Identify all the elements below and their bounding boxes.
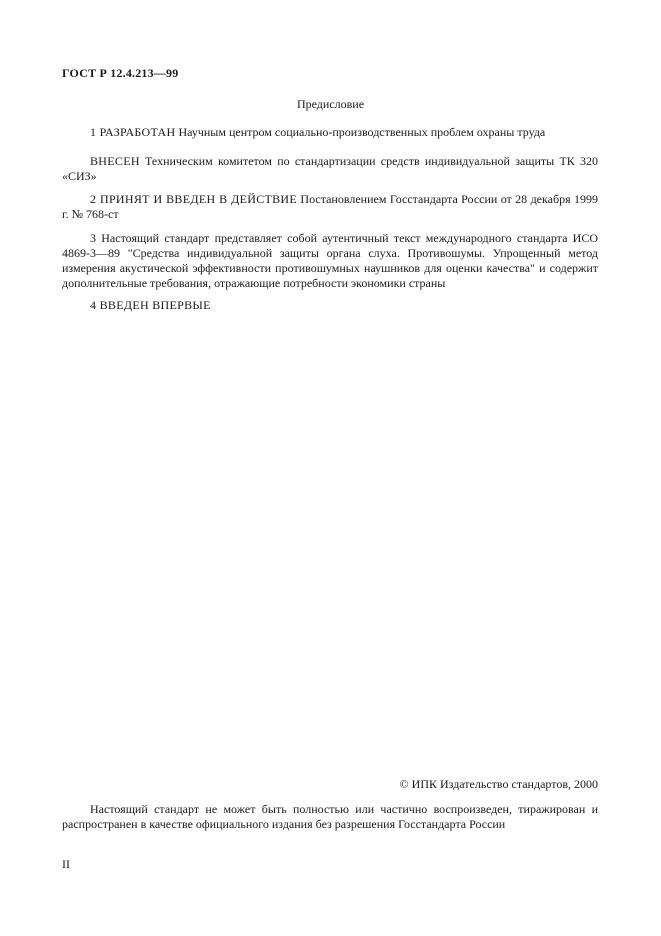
preface-title: Предисловие bbox=[296, 97, 365, 111]
preface-paragraph-4 bbox=[62, 231, 598, 291]
copyright-line: © ИПК Издательство стандартов, 2000 bbox=[399, 777, 598, 791]
paragraph-lead: 1 РАЗРАБОТАН bbox=[90, 125, 176, 139]
paragraph-text: Техническим комитетом по стандартизации средств индивидуальной защиты ТК 320 «СИЗ» bbox=[62, 154, 598, 183]
preface-paragraph-2 bbox=[62, 154, 598, 184]
paragraph-lead: ВНЕСЕН bbox=[90, 154, 140, 168]
preface-paragraph-1 bbox=[62, 125, 598, 140]
paragraph-text: Научным центром социально-производственных проблем охраны труда bbox=[175, 125, 546, 139]
paragraph-lead: 4 ВВЕДЕН ВПЕРВЫЕ bbox=[90, 298, 211, 312]
page-number: II bbox=[62, 857, 70, 871]
preface-paragraph-5 bbox=[62, 298, 598, 313]
paragraph-lead: 2 ПРИНЯТ И ВВЕДЕН В ДЕЙСТВИЕ bbox=[90, 192, 298, 206]
preface-paragraph-3 bbox=[62, 192, 598, 222]
document-code: ГОСТ Р 12.4.213—99 bbox=[62, 66, 179, 80]
paragraph-text: Постановлением Госстандарта России от 28 декабря 1999 г. № 768-ст bbox=[62, 192, 598, 221]
paragraph-text: 3 Настоящий стандарт представляет собой аутентичный текст международного стандарта ИСО 4869-3—89 "Средства индивидуальной защиты органа слуха. Противошумы. Упрощенный метод измерения акустической эффективности противошумных наушников для оценки качества" и содержит дополнительные требования, отражающие потребности экономики страны bbox=[62, 231, 598, 290]
reproduction-notice: Настоящий стандарт не может быть полностью или частично воспроизведен, тиражирован и распространен в качестве официального издания без разрешения Госстандарта России bbox=[62, 802, 598, 831]
